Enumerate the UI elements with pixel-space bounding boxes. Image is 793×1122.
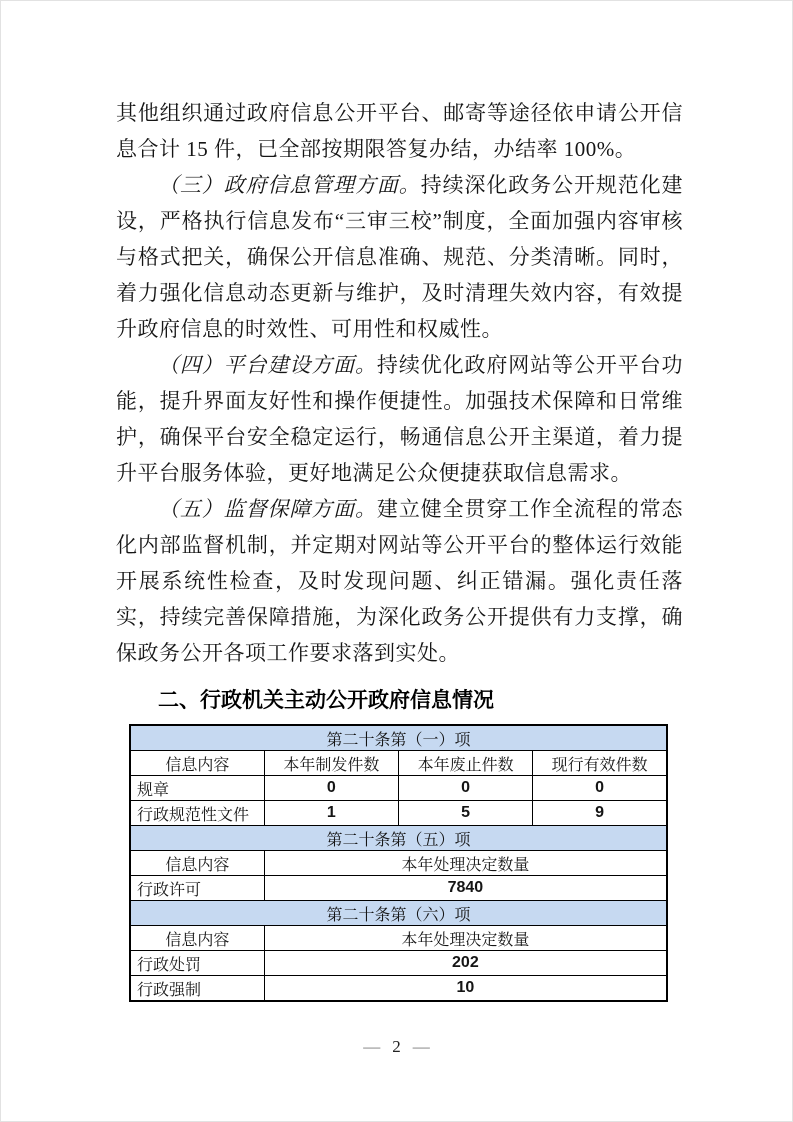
table-wrapper (129, 724, 683, 1002)
paragraph-section-3 (116, 167, 683, 347)
table-section-title-row (130, 725, 667, 751)
table-row-label: 行政强制 (130, 976, 264, 1002)
paragraph-text: 持续深化政务公开规范化建设，严格执行信息发布“三审三校”制度，全面加强内容审核与格式把关，确保公开信息准确、规范、分类清晰。同时，着力强化信息动态更新与维护，及时清理失效内容，有效提升政府信息的时效性、可用性和权威性。 (116, 173, 684, 341)
table-column-header: 信息内容 (130, 926, 264, 951)
table-cell-value: 5 (399, 801, 533, 826)
table-header-row (130, 926, 667, 951)
table-cell-value: 202 (264, 951, 667, 976)
table-column-header: 本年制发件数 (264, 751, 398, 776)
table-column-header: 本年处理决定数量 (264, 926, 667, 951)
paragraph-section-5 (116, 491, 683, 671)
table-column-header: 本年废止件数 (399, 751, 533, 776)
table-row (130, 801, 667, 826)
paragraph-lead: （三）政府信息管理方面。 (158, 173, 421, 197)
footer-dash-right: — (412, 1037, 430, 1056)
table-section-title-row (130, 826, 667, 851)
paragraph-lead: （四）平台建设方面。 (158, 353, 377, 377)
table-row (130, 976, 667, 1002)
section-heading: 二、行政机关主动公开政府信息情况 (158, 689, 494, 712)
document-content (116, 95, 683, 1002)
table-row (130, 776, 667, 801)
table-column-header: 信息内容 (130, 751, 264, 776)
disclosure-table (129, 724, 668, 1002)
table-cell-value: 0 (399, 776, 533, 801)
page-number: 2 (392, 1037, 401, 1056)
table-cell-value: 10 (264, 976, 667, 1002)
table-section-title: 第二十条第（一）项 (130, 725, 667, 751)
table-row-label: 行政许可 (130, 876, 264, 901)
table-header-row (130, 851, 667, 876)
paragraph-continuation: 其他组织通过政府信息公开平台、邮寄等途径依申请公开信息合计 15 件，已全部按期限答复办结，办结率 100%。 (116, 101, 683, 161)
table-column-header: 信息内容 (130, 851, 264, 876)
table-section-title: 第二十条第（五）项 (130, 826, 667, 851)
table-row-label: 行政处罚 (130, 951, 264, 976)
table-header-row (130, 751, 667, 776)
footer-dash-left: — (363, 1037, 381, 1056)
paragraph-text: 建立健全贯穿工作全流程的常态化内部监督机制，并定期对网站等公开平台的整体运行效能开展系统性检查，及时发现问题、纠正错漏。强化责任落实，持续完善保障措施，为深化政务公开提供有力支撑，确保政务公开各项工作要求落到实处。 (116, 497, 684, 665)
table-row-label: 规章 (130, 776, 264, 801)
table-section-title: 第二十条第（六）项 (130, 901, 667, 926)
table-section-title-row (130, 901, 667, 926)
paragraph-text: 持续优化政府网站等公开平台功能，提升界面友好性和操作便捷性。加强技术保障和日常维护，确保平台安全稳定运行，畅通信息公开主渠道，着力提升平台服务体验，更好地满足公众便捷获取信息需求。 (116, 353, 684, 485)
paragraph-section-4 (116, 347, 683, 491)
paragraph-lead: （五）监督保障方面。 (158, 497, 377, 521)
table-column-header: 本年处理决定数量 (264, 851, 667, 876)
table-cell-value: 7840 (264, 876, 667, 901)
table-cell-value: 0 (533, 776, 667, 801)
table-cell-value: 0 (264, 776, 398, 801)
table-row (130, 876, 667, 901)
table-cell-value: 1 (264, 801, 398, 826)
page-footer (1, 1037, 792, 1057)
table-row (130, 951, 667, 976)
table-column-header: 现行有效件数 (533, 751, 667, 776)
table-cell-value: 9 (533, 801, 667, 826)
disclosure-table-body (130, 725, 667, 1001)
table-row-label: 行政规范性文件 (130, 801, 264, 826)
